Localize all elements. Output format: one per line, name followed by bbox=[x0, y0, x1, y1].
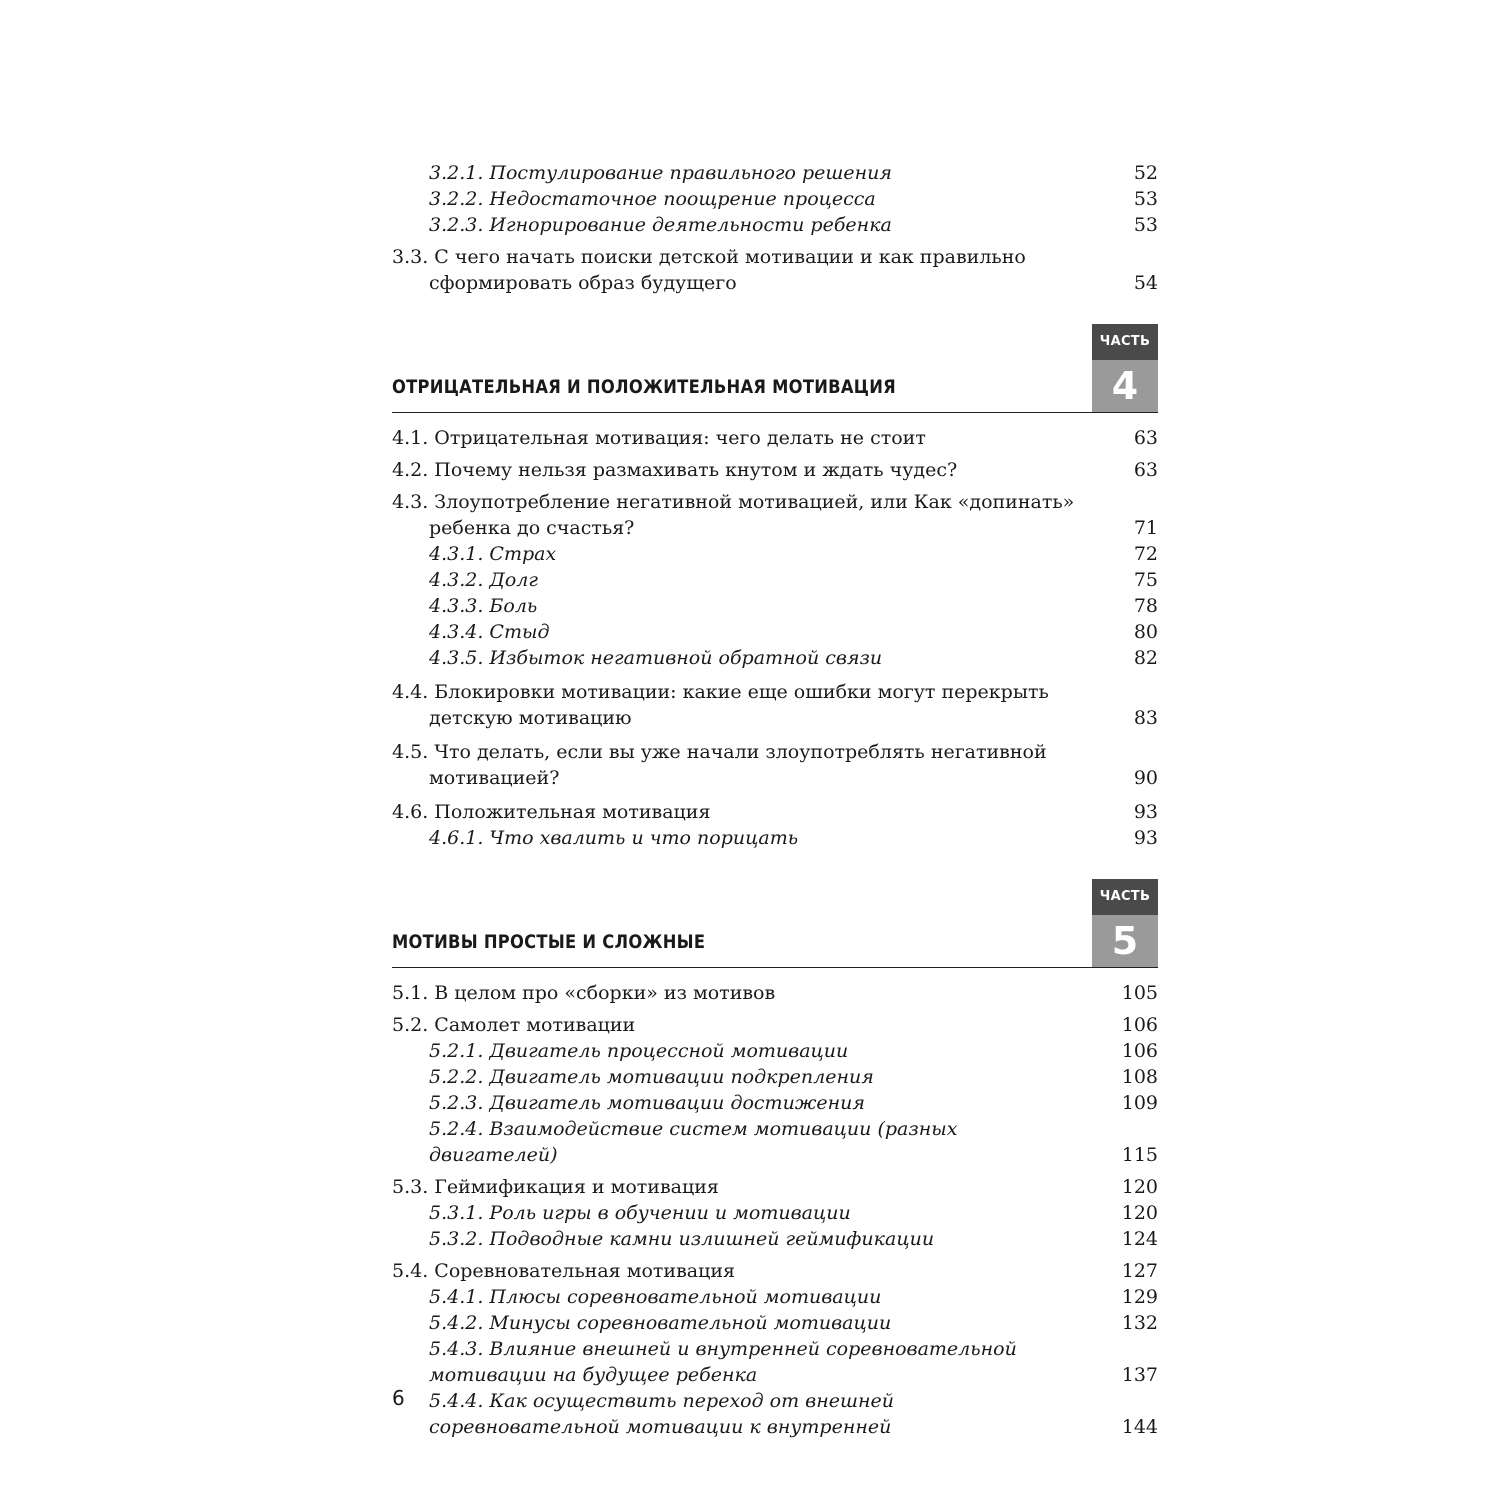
part-number: 4 bbox=[1092, 360, 1158, 412]
toc-entry: 4.3. Злоупотребление негативной мотивацией, или Как «допинать» ребенка до счастья? 71 bbox=[392, 491, 1158, 539]
toc-entry: 5.4.3. Влияние внешней и внутренней соревновательной мотивации на будущее ребенка 137 bbox=[429, 1338, 1158, 1386]
page-number: 6 bbox=[392, 1386, 405, 1410]
toc-entry: 3.3. С чего начать поиски детской мотивации и как правильно сформировать образ будущего 54 bbox=[392, 246, 1158, 294]
toc-entry: 4.4. Блокировки мотивации: какие еще ошибки могут перекрыть детскую мотивацию 83 bbox=[392, 681, 1158, 729]
part-label: ЧАСТЬ bbox=[1092, 324, 1158, 360]
toc-entry: 5.4. Соревновательная мотивация 127 bbox=[392, 1260, 1158, 1282]
toc-entry: 4.3.5. Избыток негативной обратной связи 82 bbox=[429, 647, 1158, 669]
toc-entry: 4.1. Отрицательная мотивация: чего делать не стоит 63 bbox=[392, 427, 1158, 449]
toc-entry: 4.3.1. Страх 72 bbox=[429, 543, 1158, 565]
toc-entry: 3.2.3. Игнорирование деятельности ребенка 53 bbox=[429, 214, 1158, 236]
toc-entry: 5.4.2. Минусы соревновательной мотивации 132 bbox=[429, 1312, 1158, 1334]
part-title: ОТРИЦАТЕЛЬНАЯ И ПОЛОЖИТЕЛЬНАЯ МОТИВАЦИЯ bbox=[392, 376, 896, 398]
toc-entry: 4.3.2. Долг 75 bbox=[429, 569, 1158, 591]
toc-entry: 4.2. Почему нельзя размахивать кнутом и ждать чудес? 63 bbox=[392, 459, 1158, 481]
part-label: ЧАСТЬ bbox=[1092, 879, 1158, 915]
toc-entry: 4.3.4. Стыд 80 bbox=[429, 621, 1158, 643]
toc-entry: 5.4.4. Как осуществить переход от внешней соревновательной мотивации к внутренней 144 bbox=[429, 1390, 1158, 1438]
toc-entry: 5.4.1. Плюсы соревновательной мотивации 129 bbox=[429, 1286, 1158, 1308]
part-title: МОТИВЫ ПРОСТЫЕ И СЛОЖНЫЕ bbox=[392, 931, 706, 953]
toc-entry: 4.6. Положительная мотивация 93 bbox=[392, 801, 1158, 823]
toc-entry: 5.3. Геймификация и мотивация 120 bbox=[392, 1176, 1158, 1198]
part-number: 5 bbox=[1092, 915, 1158, 967]
toc-entry: 4.5. Что делать, если вы уже начали злоупотреблять негативной мотивацией? 90 bbox=[392, 741, 1158, 789]
part-header-5 bbox=[392, 879, 1158, 968]
toc-entry: 5.3.2. Подводные камни излишней геймификации 124 bbox=[429, 1228, 1158, 1250]
toc-entry: 4.3.3. Боль 78 bbox=[429, 595, 1158, 617]
toc-entry: 5.2.1. Двигатель процессной мотивации 106 bbox=[429, 1040, 1158, 1062]
toc-entry: 5.2. Самолет мотивации 106 bbox=[392, 1014, 1158, 1036]
toc-entry: 3.2.1. Постулирование правильного решения 52 bbox=[429, 162, 1158, 184]
part-badge bbox=[1092, 324, 1158, 412]
toc-entry: 5.2.4. Взаимодействие систем мотивации (разных двигателей) 115 bbox=[429, 1118, 1158, 1166]
table-of-contents bbox=[392, 160, 1158, 1440]
toc-entry: 5.2.3. Двигатель мотивации достижения 109 bbox=[429, 1092, 1158, 1114]
part-badge bbox=[1092, 879, 1158, 967]
toc-entry: 4.6.1. Что хвалить и что порицать 93 bbox=[429, 827, 1158, 849]
part-header-4 bbox=[392, 324, 1158, 413]
toc-entry: 5.1. В целом про «сборки» из мотивов 105 bbox=[392, 982, 1158, 1004]
toc-entry: 5.2.2. Двигатель мотивации подкрепления 108 bbox=[429, 1066, 1158, 1088]
toc-entry: 3.2.2. Недостаточное поощрение процесса 53 bbox=[429, 188, 1158, 210]
toc-entry: 5.3.1. Роль игры в обучении и мотивации 120 bbox=[429, 1202, 1158, 1224]
